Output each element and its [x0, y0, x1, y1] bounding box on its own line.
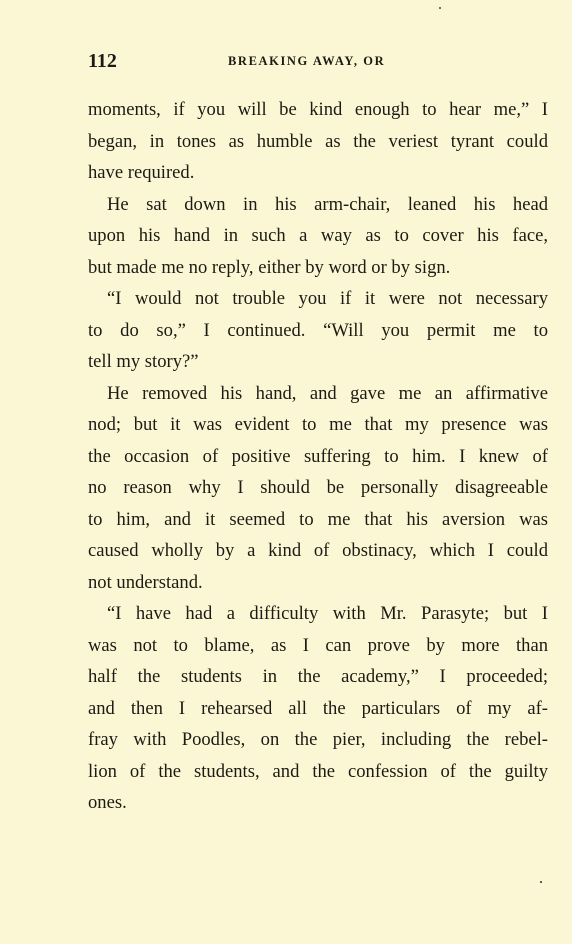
text-line: moments, if you will be kind enough to hear me,” I [88, 99, 548, 120]
text-line: not understand. [88, 571, 203, 593]
text-line: to do so,” I continued. “Will you permit me to [88, 319, 548, 341]
text-line: no reason why I should be personally disagreeable [88, 477, 548, 498]
text-line: half the students in the academy,” I proceeded; [88, 666, 548, 687]
text-line: He sat down in his arm-chair, leaned his head [107, 193, 548, 215]
body-text [88, 94, 548, 819]
page-number: 112 [88, 50, 117, 72]
text-line: but made me no reply, either by word or by sign. [88, 256, 451, 278]
text-line: He removed his hand, and gave me an affirmative [107, 382, 548, 404]
text-line: “I have had a difficulty with Mr. Parasyte; but I [107, 603, 548, 624]
text-line: tell my story?” [88, 351, 199, 372]
ink-speck [439, 7, 441, 9]
text-line: began, in tones as humble as the veriest tyrant could [88, 130, 548, 152]
page-header [88, 50, 548, 74]
text-line: have required. [88, 162, 195, 183]
text-line: lion of the students, and the confession of the guilty [88, 760, 548, 782]
text-line: to him, and it seemed to me that his aversion was [88, 508, 548, 530]
text-line: fray with Poodles, on the pier, including the rebel- [88, 729, 548, 750]
text-line: ones. [88, 792, 127, 813]
text-line: “I would not trouble you if it were not necessary [107, 288, 548, 309]
text-line: and then I rehearsed all the particulars of my af- [88, 697, 548, 719]
running-head: BREAKING AWAY, OR [228, 54, 386, 68]
text-line: upon his hand in such a way as to cover his face, [88, 225, 548, 246]
text-line: was not to blame, as I can prove by more than [88, 634, 548, 656]
text-line: caused wholly by a kind of obstinacy, which I could [88, 540, 548, 561]
text-line: nod; but it was evident to me that my presence was [88, 414, 548, 435]
ink-speck [540, 881, 542, 883]
text-line: the occasion of positive suffering to him. I knew of [88, 445, 548, 467]
